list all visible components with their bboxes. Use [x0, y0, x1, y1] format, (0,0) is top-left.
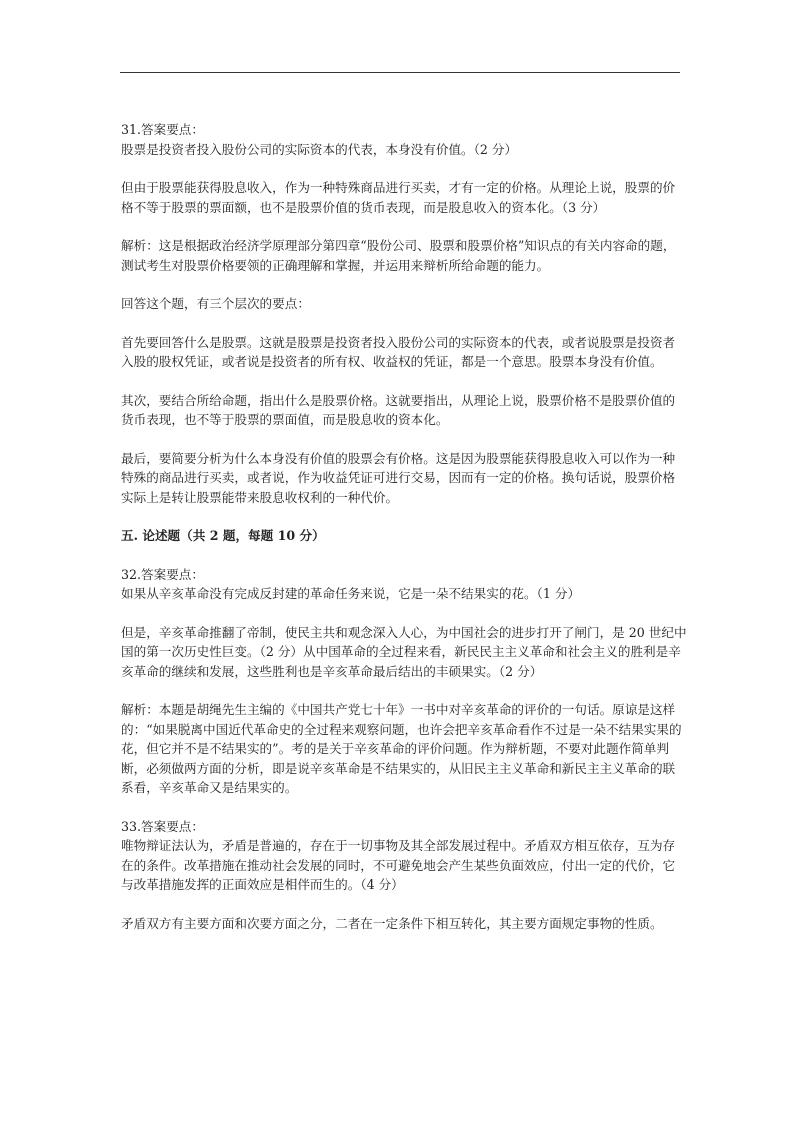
q31-label: 31.答案要点： [121, 122, 204, 137]
q31-level-3: 最后，要简要分析为什么本身没有价值的股票会有价格。这是因为股票能获得股息收入可以作为一种特殊的商品进行买卖，或者说，作为收益凭证可进行交易，因而有一定的价格。换句话说，股票价格实际上是转让股票能带来股息收权利的一种代价。 [121, 450, 676, 505]
q32-analysis: 解析：本题是胡绳先生主编的《中国共产党七十年》一书中对辛亥革命的评价的一句话。原谅是这样的：“如果脱离中国近代革命史的全过程来观察问题，也许会把辛亥革命看作不过是一朵不结果实果的花，但它并不是不结果实的”。考的是关于辛亥革命的评价问题。作为辩析题，不要对此题作简单判断，必须做两方面的分析，即是说辛亥革命是不结果实的，从旧民主主义革命和新民主主义革命的联系看，辛亥革命又是结果实的。 [121, 702, 682, 795]
q33-answer-2: 矛盾双方有主要方面和次要方面之分，二者在一定条件下相互转化，其主要方面规定事物的性质。 [121, 915, 663, 931]
answer-content [121, 120, 687, 933]
q32-label: 32.答案要点： [121, 566, 204, 582]
q31-answer-2: 但由于股票能获得股息收入，作为一种特殊商品进行买卖，才有一定的价格。从理论上说，股票的价格不等于股票的票面额，也不是股票价值的货币表现，而是股息收入的资本化。（3 分） [121, 180, 676, 215]
q32-answer-2: 但是，辛亥革命推翻了帝制，使民主共和观念深入人心，为中国社会的进步打开了闸门，是 20 世纪中国的第一次历史性巨变。（2 分）从中国革命的全过程来看，新民民主主义革命和社会主义的胜利是辛亥革命的继续和发展，这些胜利也是辛亥革命最后结出的丰硕果实。（2 分） [121, 624, 687, 679]
q31-analysis: 解析：这是根据政治经济学原理部分第四章“股份公司、股票和股票价格”知识点的有关内容命的题，测试考生对股票价格要领的正确理解和掌握，并运用来辩析所给命题的能力。 [121, 238, 676, 273]
q31-level-2: 其次，要结合所给命题，指出什么是股票价格。这就要指出，从理论上说，股票价格不是股票价值的货币表现，也不等于股票的票面值，而是股息收的资本化。 [121, 392, 676, 427]
q31-level-1: 首先要回答什么是股票。这就是股票是投资者投入股份公司的实际资本的代表，或者说股票是投资者入股的股权凭证，或者说是投资者的所有权、收益权的凭证，都是一个意思。股票本身没有价值。 [121, 334, 676, 369]
q32-answer-1: 如果从辛亥革命没有完成反封建的革命任务来说，它是一朵不结果实的花。（1 分） [121, 586, 581, 601]
q31-answer-1: 股票是投资者投入股份公司的实际资本的代表，本身没有价值。（2 分） [121, 141, 518, 157]
q33-answer-1: 唯物辩证法认为，矛盾是普遍的，存在于一切事物及其全部发展过程中。矛盾双方相互依存，互为存在的条件。改革措施在推动社会发展的同时，不可避免地会产生某些负面效应，付出一定的代价，它与改革措施发挥的正面效应是相伴而生的。（4 分） [121, 838, 676, 892]
q31-levels-intro: 回答这个题，有三个层次的要点： [121, 296, 310, 311]
section-heading: 五. 论述题（共 2 题，每题 10 分） [121, 528, 325, 543]
q33-label: 33.答案要点： [121, 818, 204, 834]
header-rule [120, 72, 680, 73]
